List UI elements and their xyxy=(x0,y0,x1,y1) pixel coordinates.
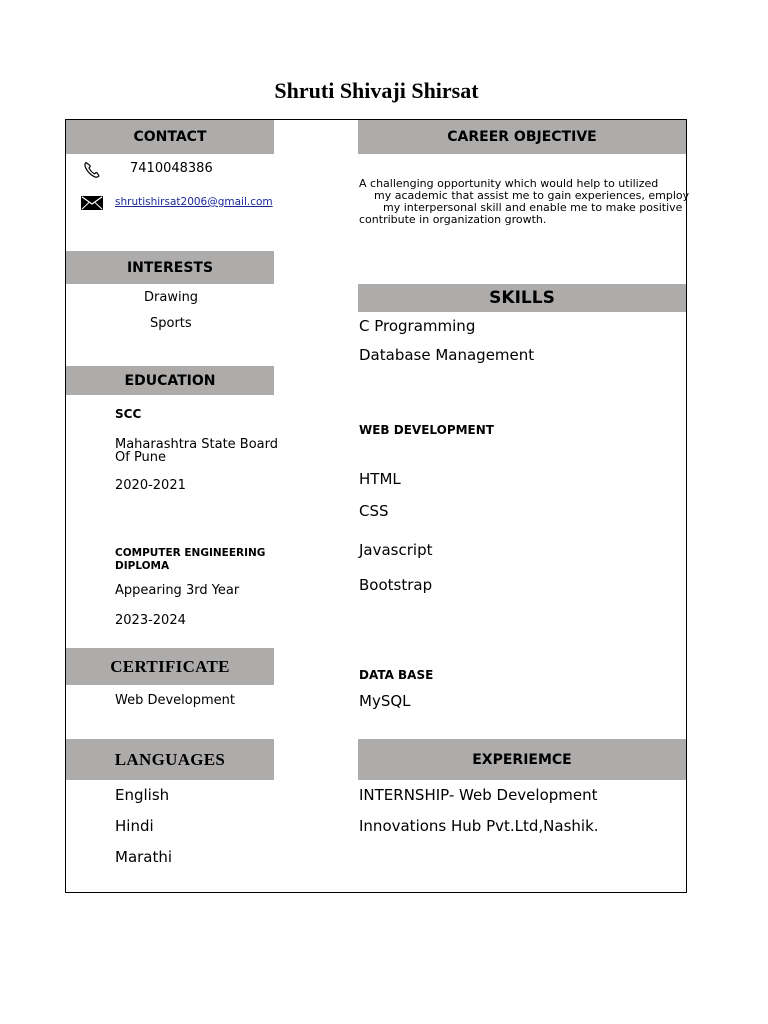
contact-heading: CONTACT xyxy=(133,129,207,145)
career-objective-heading: CAREER OBJECTIVE xyxy=(447,129,597,145)
skills-heading-bar xyxy=(358,284,686,312)
skill-item: MySQL xyxy=(359,692,411,710)
web-development-heading: WEB DEVELOPMENT xyxy=(359,423,494,437)
experience-line: INTERNSHIP- Web Development xyxy=(359,786,598,804)
career-objective-text xyxy=(359,177,690,226)
skill-item: Bootstrap xyxy=(359,576,433,594)
education-heading-bar xyxy=(66,366,274,395)
certificate-heading: CERTIFICATE xyxy=(110,656,230,676)
languages-heading-bar xyxy=(66,739,274,780)
interests-heading: INTERESTS xyxy=(126,259,214,276)
language-item: Marathi xyxy=(115,848,173,866)
education-board: Of Pune xyxy=(115,450,167,465)
education-status: Appearing 3rd Year xyxy=(115,583,240,598)
phone-icon xyxy=(82,160,102,180)
phone-number: 7410048386 xyxy=(130,161,213,176)
skill-item: CSS xyxy=(359,502,389,520)
education-years: 2023-2024 xyxy=(115,613,186,628)
experience-heading-bar xyxy=(358,739,686,780)
contact-heading-bar xyxy=(66,120,274,154)
interest-item: Sports xyxy=(150,316,192,331)
objective-line: contribute in organization growth. xyxy=(359,213,547,226)
career-objective-heading-bar xyxy=(358,120,686,154)
database-heading: DATA BASE xyxy=(359,668,434,682)
education-years: 2020-2021 xyxy=(115,478,186,493)
objective-line: A challenging opportunity which would help to utilized xyxy=(359,177,659,190)
objective-line: my interpersonal skill and enable me to make positive xyxy=(383,201,683,214)
objective-line: my academic that assist me to gain experiences, employ xyxy=(374,189,690,202)
language-item: English xyxy=(115,786,170,804)
skill-item: HTML xyxy=(359,470,401,488)
languages-heading: LANGUAGES xyxy=(114,749,226,769)
skills-heading: SKILLS xyxy=(489,288,555,308)
interest-item: Drawing xyxy=(144,290,199,305)
email-link[interactable]: shrutishirsat2006@gmail.com xyxy=(115,196,273,208)
education-heading: EDUCATION xyxy=(124,372,216,389)
skill-item: Database Management xyxy=(359,346,535,364)
education-title: SCC xyxy=(115,407,142,421)
resume-name: Shruti Shivaji Shirsat xyxy=(274,78,479,103)
interests-heading-bar xyxy=(66,251,274,284)
language-item: Hindi xyxy=(115,817,154,835)
skill-item: Javascript xyxy=(359,541,433,559)
certificate-heading-bar xyxy=(66,648,274,685)
education-title: COMPUTER ENGINEERING DIPLOMA xyxy=(115,547,266,572)
experience-heading: EXPERIEMCE xyxy=(472,751,572,768)
skill-item: C Programming xyxy=(359,317,476,335)
certificate-item: Web Development xyxy=(115,693,235,708)
envelope-icon xyxy=(81,196,103,210)
experience-line: Innovations Hub Pvt.Ltd,Nashik. xyxy=(359,817,599,835)
education-board: Maharashtra State Board xyxy=(115,437,279,452)
